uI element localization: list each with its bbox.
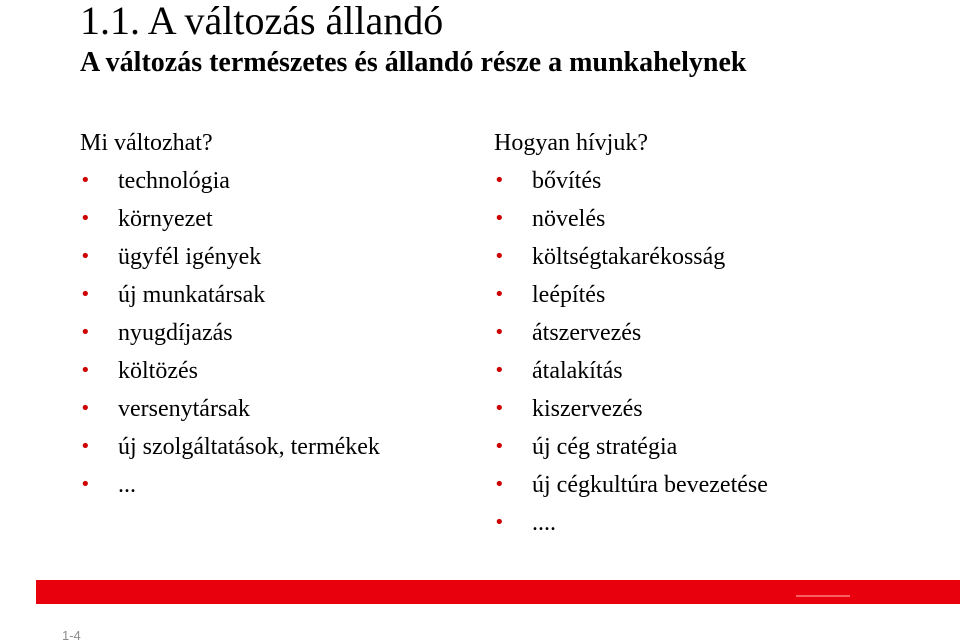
list-item-text: költözés bbox=[118, 358, 198, 384]
bullet-icon: • bbox=[80, 284, 91, 305]
list-item bbox=[494, 504, 934, 542]
list-item bbox=[80, 466, 480, 504]
right-column bbox=[494, 124, 934, 542]
list-item bbox=[494, 428, 934, 466]
list-item-text: ügyfél igények bbox=[118, 244, 262, 270]
list-item bbox=[494, 314, 934, 352]
bullet-icon: • bbox=[494, 322, 505, 343]
bullet-icon: • bbox=[494, 208, 505, 229]
bullet-icon: • bbox=[494, 398, 505, 419]
list-item-text: technológia bbox=[118, 168, 230, 194]
list-item bbox=[80, 352, 480, 390]
list-item-text: leépítés bbox=[532, 282, 606, 308]
left-column-heading: Mi változhat? bbox=[80, 130, 213, 156]
list-item bbox=[80, 238, 480, 276]
bullet-icon: • bbox=[494, 284, 505, 305]
list-item-text: új cég stratégia bbox=[532, 434, 678, 460]
bullet-icon: • bbox=[494, 360, 505, 381]
bullet-icon: • bbox=[80, 170, 91, 191]
left-column bbox=[80, 124, 480, 504]
list-item bbox=[80, 428, 480, 466]
list-item bbox=[494, 238, 934, 276]
page-number: 1-4 bbox=[62, 628, 81, 643]
slide-subtitle: A változás természetes és állandó része a munkahelynek bbox=[80, 47, 747, 78]
list-item bbox=[80, 162, 480, 200]
bullet-icon: • bbox=[80, 322, 91, 343]
slide-title: 1.1. A változás állandó bbox=[80, 0, 444, 43]
bullet-icon: • bbox=[80, 246, 91, 267]
list-item bbox=[80, 314, 480, 352]
footer-bar-mark bbox=[796, 595, 850, 597]
list-item-text: ... bbox=[118, 472, 136, 498]
right-bullet-list bbox=[494, 162, 934, 542]
bullet-icon: • bbox=[494, 474, 505, 495]
list-item-text: átalakítás bbox=[532, 358, 623, 384]
bullet-icon: • bbox=[494, 512, 505, 533]
bullet-icon: • bbox=[80, 208, 91, 229]
list-item-text: új cégkultúra bevezetése bbox=[532, 472, 768, 498]
list-item bbox=[80, 200, 480, 238]
list-item-text: kiszervezés bbox=[532, 396, 643, 422]
list-item bbox=[494, 466, 934, 504]
right-column-heading: Hogyan hívjuk? bbox=[494, 130, 648, 156]
list-item-text: .... bbox=[532, 510, 556, 536]
bullet-icon: • bbox=[80, 436, 91, 457]
list-item-text: új szolgáltatások, termékek bbox=[118, 434, 380, 460]
bullet-icon: • bbox=[80, 360, 91, 381]
list-item-text: növelés bbox=[532, 206, 606, 232]
bullet-icon: • bbox=[494, 246, 505, 267]
bullet-icon: • bbox=[494, 436, 505, 457]
list-item-text: nyugdíjazás bbox=[118, 320, 233, 346]
list-item-text: költségtakarékosság bbox=[532, 244, 726, 270]
list-item bbox=[80, 276, 480, 314]
list-item bbox=[494, 200, 934, 238]
list-item bbox=[494, 352, 934, 390]
list-item bbox=[494, 276, 934, 314]
bullet-icon: • bbox=[494, 170, 505, 191]
list-item bbox=[494, 162, 934, 200]
bullet-icon: • bbox=[80, 398, 91, 419]
list-item-text: új munkatársak bbox=[118, 282, 266, 308]
left-bullet-list bbox=[80, 162, 480, 504]
list-item-text: versenytársak bbox=[118, 396, 250, 422]
list-item-text: átszervezés bbox=[532, 320, 642, 346]
list-item-text: környezet bbox=[118, 206, 213, 232]
list-item-text: bővítés bbox=[532, 168, 602, 194]
footer-accent-bar bbox=[36, 580, 960, 604]
list-item bbox=[80, 390, 480, 428]
bullet-icon: • bbox=[80, 474, 91, 495]
list-item bbox=[494, 390, 934, 428]
